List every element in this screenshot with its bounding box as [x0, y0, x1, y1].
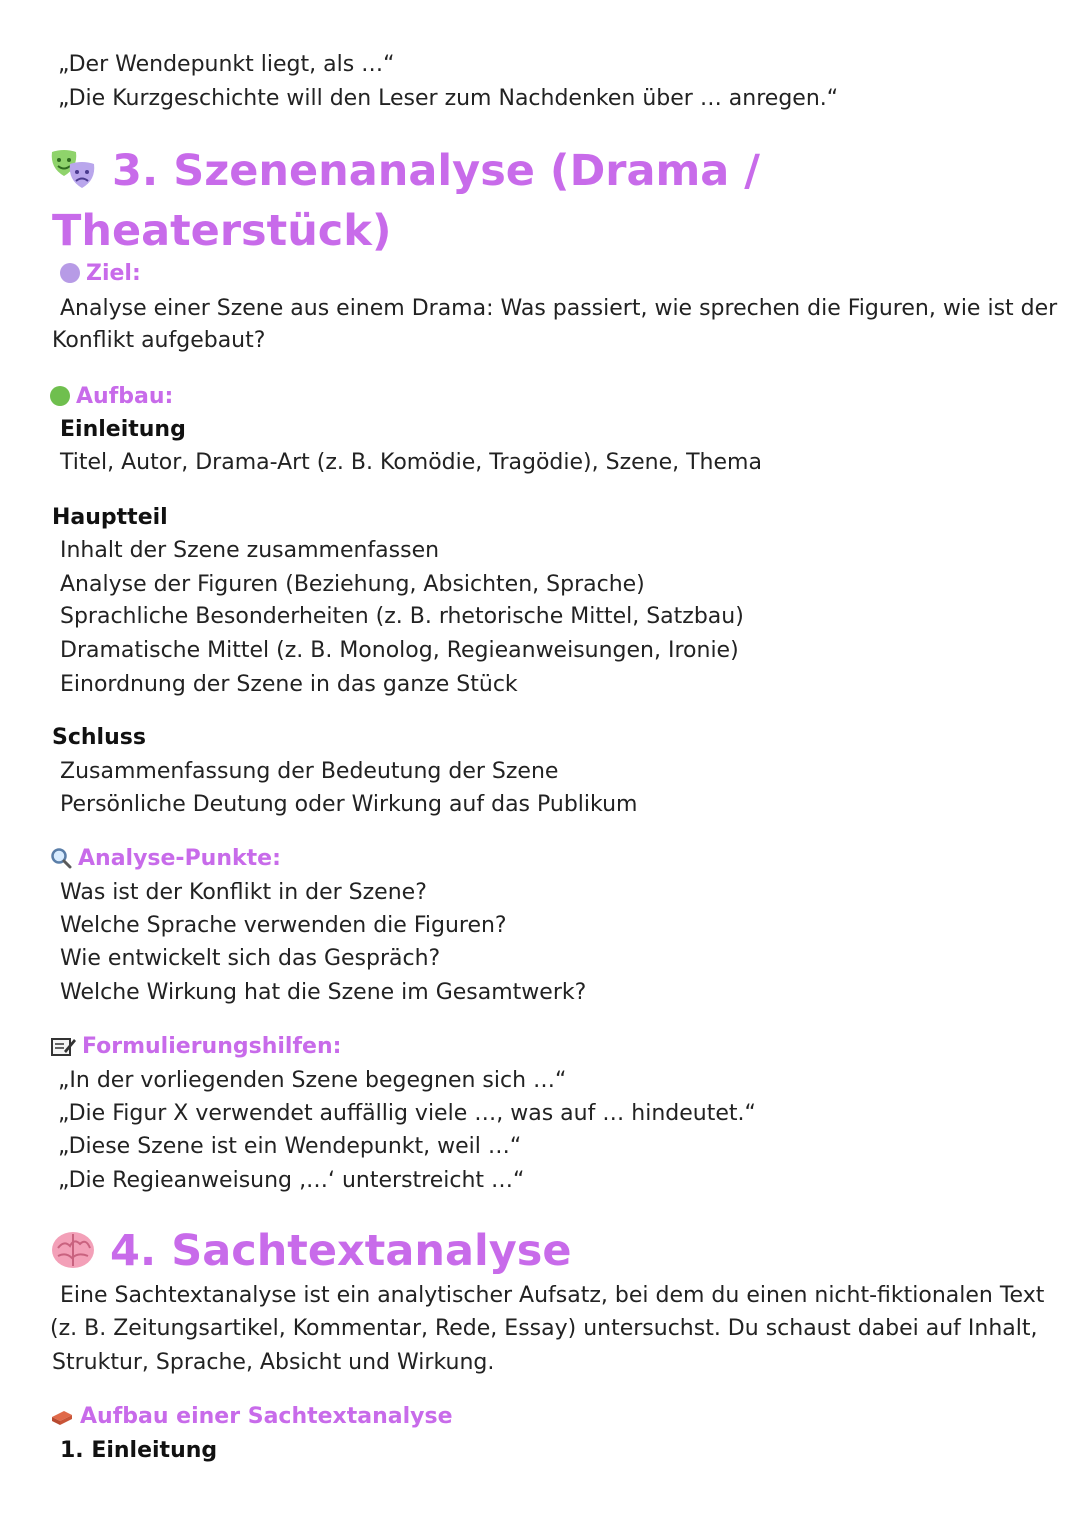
list-item: Welche Sprache verwenden die Figuren? — [60, 913, 507, 938]
section3-title-line1: 3. Szenenanalyse (Drama / — [112, 146, 760, 196]
section3-title-line2: Theaterstück) — [52, 206, 392, 256]
intro-quote: „Die Kurzgeschichte will den Leser zum Nachdenken über … anregen.“ — [58, 86, 839, 111]
formulierungshilfen-label: Formulierungshilfen: — [50, 1032, 341, 1066]
ziel-label: Ziel: — [60, 259, 141, 289]
sachtext-einleitung-heading: 1. Einleitung — [60, 1438, 218, 1463]
list-item: „In der vorliegenden Szene begegnen sich …“ — [58, 1068, 567, 1093]
list-item: Wie entwickelt sich das Gespräch? — [60, 946, 441, 971]
section4-intro-line: Eine Sachtextanalyse ist ein analytischer Aufsatz, bei dem du einen nicht-fiktionalen Text — [60, 1283, 1045, 1308]
section4-intro-line: Struktur, Sprache, Absicht und Wirkung. — [52, 1350, 495, 1375]
aufbau-sachtext-label: Aufbau einer Sachtextanalyse — [50, 1402, 453, 1436]
list-item: Analyse der Figuren (Beziehung, Absichten, Sprache) — [60, 572, 645, 597]
magnifier-icon — [50, 847, 72, 878]
list-item: Inhalt der Szene zusammenfassen — [60, 538, 440, 563]
list-item: „Diese Szene ist ein Wendepunkt, weil …“ — [58, 1134, 522, 1159]
list-item: Sprachliche Besonderheiten (z. B. rhetorische Mittel, Satzbau) — [60, 604, 744, 629]
list-item: Dramatische Mittel (z. B. Monolog, Regieanweisungen, Ironie) — [60, 638, 739, 663]
list-item: Einordnung der Szene in das ganze Stück — [60, 672, 518, 697]
analyse-punkte-label: Analyse-Punkte: — [50, 844, 281, 878]
brain-icon — [50, 1228, 96, 1272]
list-item: „Die Regieanweisung ‚…‘ unterstreicht …“ — [58, 1168, 525, 1193]
theater-masks-icon — [48, 148, 98, 192]
list-item: Persönliche Deutung oder Wirkung auf das Publikum — [60, 792, 638, 817]
ziel-text: Analyse einer Szene aus einem Drama: Was passiert, wie sprechen die Figuren, wie ist der — [60, 296, 1058, 321]
einleitung-text: Titel, Autor, Drama-Art (z. B. Komödie, Tragödie), Szene, Thema — [60, 450, 762, 475]
list-item: „Die Figur X verwendet auffällig viele …, was auf … hindeutet.“ — [58, 1101, 756, 1126]
brick-icon — [50, 1406, 74, 1436]
aufbau-label: Aufbau: — [50, 382, 173, 412]
purple-circle-icon — [60, 263, 80, 283]
section4-title: 4. Sachtextanalyse — [110, 1226, 572, 1276]
einleitung-heading: Einleitung — [60, 417, 186, 442]
intro-quote: „Der Wendepunkt liegt, als …“ — [58, 52, 395, 77]
schluss-heading: Schluss — [52, 725, 146, 750]
section4-intro-line: (z. B. Zeitungsartikel, Kommentar, Rede, Essay) untersuchst. Du schaust dabei auf Inhalt, — [50, 1316, 1038, 1341]
list-item: Welche Wirkung hat die Szene im Gesamtwerk? — [60, 980, 587, 1005]
pen-paper-icon — [50, 1035, 76, 1066]
hauptteil-heading: Hauptteil — [52, 505, 168, 530]
list-item: Was ist der Konflikt in der Szene? — [60, 880, 427, 905]
list-item: Zusammenfassung der Bedeutung der Szene — [60, 759, 559, 784]
green-circle-icon — [50, 386, 70, 406]
ziel-text: Konflikt aufgebaut? — [52, 328, 266, 353]
